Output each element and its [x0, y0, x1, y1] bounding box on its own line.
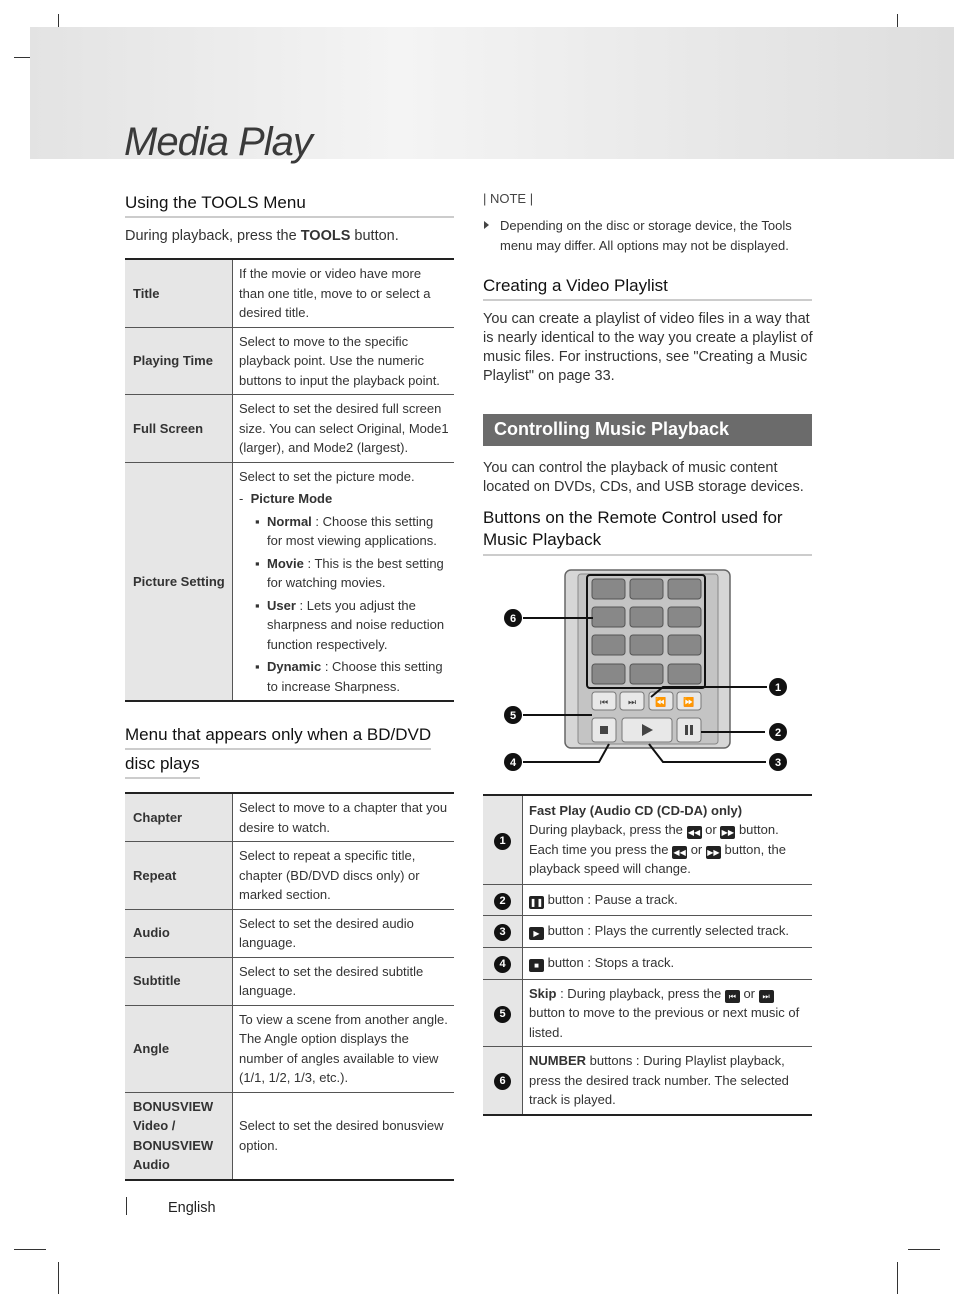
- bd-heading-line2: disc plays: [125, 750, 200, 779]
- table-row: [125, 1092, 454, 1180]
- rewind-icon: ◀◀: [687, 828, 701, 838]
- callout-4: 4: [509, 757, 517, 769]
- list-item: [239, 512, 449, 551]
- row-desc: Select to repeat a specific title, chapter (BD/DVD discs only) or marked section.: [233, 842, 455, 910]
- table-row: [125, 462, 454, 701]
- note-heading: | NOTE |: [483, 191, 534, 206]
- remote-heading: Buttons on the Remote Control used for Music Playback: [483, 507, 812, 556]
- tools-intro-bold: TOOLS: [300, 228, 351, 244]
- item-text: : This is the best setting for watching movies.: [267, 555, 444, 590]
- crop-mark: [58, 1262, 59, 1294]
- row-desc: Select to move to the specific playback point. Use the numeric buttons to input the playback point.: [233, 327, 455, 395]
- tools-table: [125, 258, 454, 702]
- list-item: [239, 657, 449, 696]
- bd-heading: [125, 721, 431, 779]
- row-text: or: [687, 841, 706, 857]
- table-row: [125, 909, 454, 957]
- table-row: [483, 979, 812, 1047]
- pause-icon: ❚❚: [529, 897, 544, 907]
- row-desc: [523, 1047, 813, 1115]
- tools-intro-pre: During playback, press the: [125, 228, 301, 244]
- svg-text:⏪: ⏪: [655, 698, 667, 708]
- table-row: [125, 957, 454, 1005]
- crop-mark: [897, 1262, 898, 1294]
- row-text: or: [701, 822, 721, 838]
- number-badge: 3: [494, 924, 511, 941]
- item-name: Dynamic: [267, 659, 322, 674]
- row-text: : During playback, press the: [556, 985, 725, 1001]
- row-desc: If the movie or video have more than one title, move to or select a desired title.: [233, 259, 455, 327]
- row-text: button to move to the previous or next music of listed.: [529, 1005, 800, 1040]
- buttons-table: [483, 794, 812, 1116]
- item-text: : Lets you adjust the sharpness and noise reduction function respectively.: [267, 597, 445, 652]
- table-row: [483, 884, 812, 915]
- table-row: [125, 1005, 454, 1092]
- row-text: Each time you press the: [529, 841, 673, 857]
- row-label: Repeat: [125, 842, 233, 910]
- callout-2: 2: [774, 727, 782, 739]
- row-desc: [233, 462, 455, 701]
- row-number: [483, 979, 523, 1047]
- table-row: [125, 793, 454, 842]
- row-desc: [523, 795, 813, 884]
- skip-back-icon: ⏮: [725, 990, 740, 1003]
- tools-intro: [125, 227, 399, 246]
- item-text: : Choose this setting to increase Sharpness.: [267, 659, 443, 694]
- row-text: button, the playback speed will change.: [529, 841, 786, 877]
- bd-table: [125, 792, 454, 1181]
- row-label: Title: [125, 259, 233, 327]
- picture-desc: Select to set the picture mode.: [239, 468, 415, 484]
- callout-1: 1: [774, 682, 782, 694]
- row-label: Playing Time: [125, 327, 233, 395]
- row-desc: [523, 884, 813, 915]
- picture-mode-label: Picture Mode: [250, 491, 333, 506]
- footer-language: English: [168, 1200, 216, 1216]
- row-desc: Select to move to a chapter that you desire to watch.: [233, 793, 455, 842]
- row-desc: Select to set the desired subtitle language.: [233, 957, 455, 1005]
- bullet-arrow-icon: [484, 221, 489, 229]
- row-number: [483, 1047, 523, 1115]
- bd-heading-line1: Menu that appears only when a BD/DVD: [125, 721, 431, 750]
- row-text: button.: [735, 822, 779, 838]
- row-desc: Select to set the desired bonusview option.: [233, 1092, 455, 1180]
- row-text: buttons : During Playlist playback, press the desired track number. The selected track is played.: [529, 1053, 789, 1107]
- row-text: or: [739, 985, 759, 1001]
- table-row: [125, 327, 454, 395]
- callout-5: 5: [509, 710, 517, 722]
- playlist-text: You can create a playlist of video files in a way that is nearly identical to the way you create a playlist of music files. For instructions, see "Creating a Music Playlist" on page 33.: [483, 311, 813, 384]
- list-item: [239, 554, 449, 593]
- item-name: Normal: [267, 513, 312, 529]
- number-badge: 5: [494, 1006, 511, 1023]
- row-number: [483, 884, 523, 915]
- number-badge: 2: [494, 893, 511, 910]
- table-row: [125, 395, 454, 463]
- skip-forward-icon: ⏭: [759, 990, 774, 1003]
- row-desc: Select to set the desired audio language.: [233, 909, 455, 957]
- tools-heading: Using the TOOLS Menu: [125, 193, 454, 218]
- row-text: button : Plays the currently selected track.: [544, 923, 789, 939]
- row-desc: Select to set the desired full screen size. You can select Original, Mode1 (larger), and Mode2 (largest).: [233, 395, 455, 463]
- row-number: [483, 915, 523, 947]
- remote-illustration: [483, 562, 813, 782]
- svg-text:⏭: ⏭: [627, 698, 637, 708]
- rewind-icon: ◀◀: [673, 847, 686, 857]
- row-desc: [523, 979, 813, 1047]
- number-badge: 6: [494, 1073, 511, 1090]
- item-name: Movie: [267, 555, 304, 571]
- row-title: Skip: [529, 985, 557, 1001]
- playlist-heading: Creating a Video Playlist: [483, 276, 812, 301]
- number-badge: 4: [494, 956, 511, 973]
- list-item: [239, 596, 449, 655]
- table-row: [483, 1047, 812, 1115]
- picture-mode-line: [239, 489, 449, 509]
- svg-text:⏮: ⏮: [599, 698, 609, 708]
- page-title: Media Play: [124, 120, 312, 164]
- table-row: [125, 842, 454, 910]
- callout-6: 6: [509, 613, 517, 625]
- tools-intro-post: button.: [350, 228, 399, 244]
- crop-mark: [14, 1249, 46, 1250]
- crop-mark: [908, 1249, 940, 1250]
- callout-3: 3: [774, 757, 782, 769]
- row-number: [483, 947, 523, 979]
- row-desc: [523, 947, 813, 979]
- row-text: button : Pause a track.: [544, 891, 678, 907]
- play-icon: ▶: [529, 927, 544, 940]
- item-text: : Choose this setting for most viewing applications.: [267, 513, 437, 548]
- stop-icon: ■: [529, 959, 544, 972]
- item-name: User: [267, 597, 296, 613]
- row-number: [483, 795, 523, 884]
- row-title: NUMBER: [529, 1053, 587, 1068]
- row-label: Picture Setting: [125, 462, 233, 701]
- row-label: Full Screen: [125, 395, 233, 463]
- table-row: [125, 259, 454, 327]
- music-intro: You can control the playback of music content located on DVDs, CDs, and USB storage devices.: [483, 460, 804, 495]
- row-text: During playback, press the: [529, 822, 687, 838]
- footer-divider: [126, 1197, 127, 1215]
- table-row: [483, 795, 812, 884]
- table-row: [483, 915, 812, 947]
- dash: -: [239, 491, 244, 506]
- row-text: button : Stops a track.: [544, 955, 675, 971]
- number-badge: 1: [494, 833, 511, 850]
- row-label: Subtitle: [125, 957, 233, 1005]
- svg-text:⏩: ⏩: [683, 698, 695, 708]
- row-desc: To view a scene from another angle. The Angle option displays the number of angles available to view (1/1, 1/2, 1/3, etc.).: [233, 1005, 455, 1092]
- fast-forward-icon: ▶▶: [721, 828, 734, 838]
- section-bar: Controlling Music Playback: [483, 414, 812, 446]
- row-label: Audio: [125, 909, 233, 957]
- fast-forward-icon: ▶▶: [707, 847, 720, 857]
- row-label: Chapter: [125, 793, 233, 842]
- row-label: Angle: [125, 1005, 233, 1092]
- row-desc: [523, 915, 813, 947]
- row-title: Fast Play (Audio CD (CD-DA) only): [529, 802, 743, 818]
- row-label: BONUSVIEW Video / BONUSVIEW Audio: [125, 1092, 233, 1180]
- table-row: [483, 947, 812, 979]
- note-text: Depending on the disc or storage device, the Tools menu may differ. All options may not be displayed.: [500, 218, 792, 253]
